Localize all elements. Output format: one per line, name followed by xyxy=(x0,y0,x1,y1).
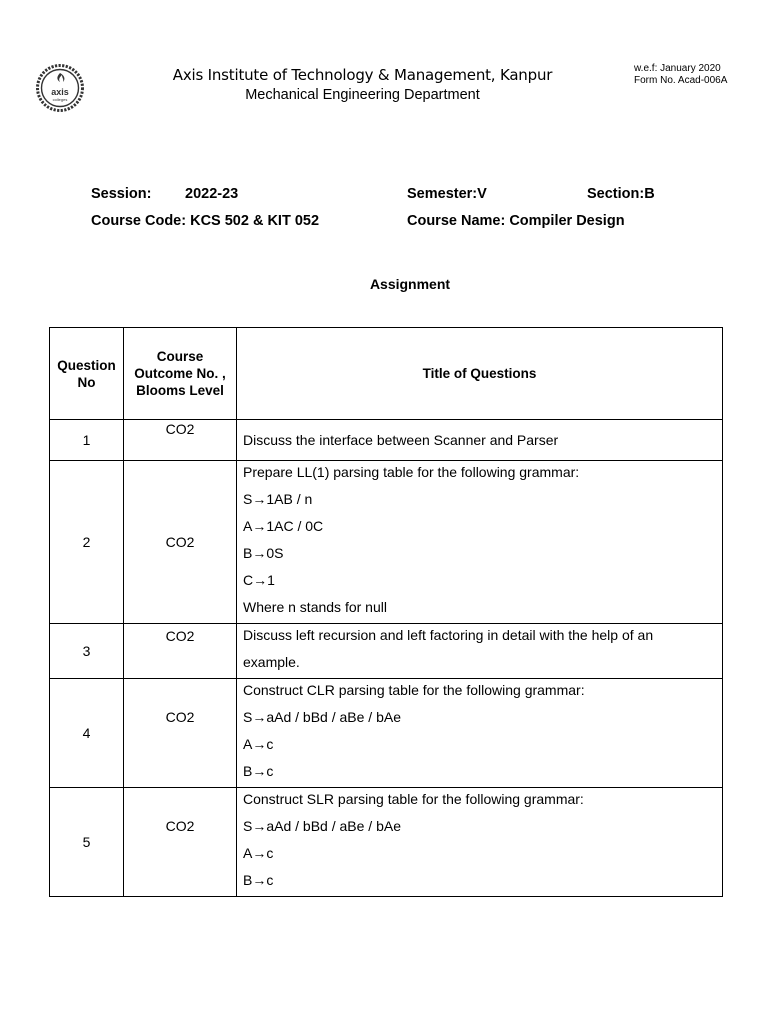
course-code: Course Code: KCS 502 & KIT 052 xyxy=(91,213,320,229)
course-outcome: CO2 xyxy=(124,420,237,461)
institute-logo xyxy=(36,64,84,112)
questions-table xyxy=(49,327,723,897)
form-number: Form No. Acad-006A xyxy=(634,75,728,86)
question-number: 3 xyxy=(50,624,124,679)
wef-date: w.e.f: January 2020 xyxy=(634,63,721,74)
course-outcome: CO2 xyxy=(124,788,237,897)
header-title-of-questions: Title of Questions xyxy=(237,328,723,420)
question-text: Discuss left recursion and left factoring in detail with the help of an example. xyxy=(237,624,723,679)
table-header-row xyxy=(50,328,723,420)
logo-subtext: colleges xyxy=(52,97,68,102)
question-text: Construct CLR parsing table for the following grammar: S→aAd / bBd / aBe / bAe A→c B→c xyxy=(237,679,723,788)
form-reference xyxy=(634,63,727,87)
question-text: Prepare LL(1) parsing table for the following grammar: S→1AB / n A→1AC / 0C B→0S C→1 Where n stands for null xyxy=(237,461,723,624)
session-label: Session: xyxy=(91,186,152,202)
institute-name: Axis Institute of Technology & Management, Kanpur xyxy=(172,66,553,84)
question-number: 1 xyxy=(50,420,124,461)
table-row xyxy=(50,624,723,679)
table-row xyxy=(50,420,723,461)
question-text: Construct SLR parsing table for the following grammar: S→aAd / bBd / aBe / bAe A→c B→c xyxy=(237,788,723,897)
header-course-outcome: Course Outcome No. , Blooms Level xyxy=(124,328,237,420)
section: Section:B xyxy=(587,186,655,202)
session-value: 2022-23 xyxy=(185,186,239,202)
course-outcome: CO2 xyxy=(124,624,237,679)
question-number: 4 xyxy=(50,679,124,788)
question-text: Discuss the interface between Scanner and Parser xyxy=(237,420,723,461)
course-name: Course Name: Compiler Design xyxy=(407,213,625,229)
header-question-no: Question No xyxy=(50,328,124,420)
question-number: 5 xyxy=(50,788,124,897)
table-row xyxy=(50,461,723,624)
logo-text: axis xyxy=(51,87,69,97)
question-number: 2 xyxy=(50,461,124,624)
course-outcome: CO2 xyxy=(124,461,237,624)
department-name: Mechanical Engineering Department xyxy=(245,87,480,103)
table-row xyxy=(50,788,723,897)
course-outcome: CO2 xyxy=(124,679,237,788)
semester: Semester:V xyxy=(407,186,487,202)
table-row xyxy=(50,679,723,788)
assignment-title: Assignment xyxy=(369,276,451,292)
